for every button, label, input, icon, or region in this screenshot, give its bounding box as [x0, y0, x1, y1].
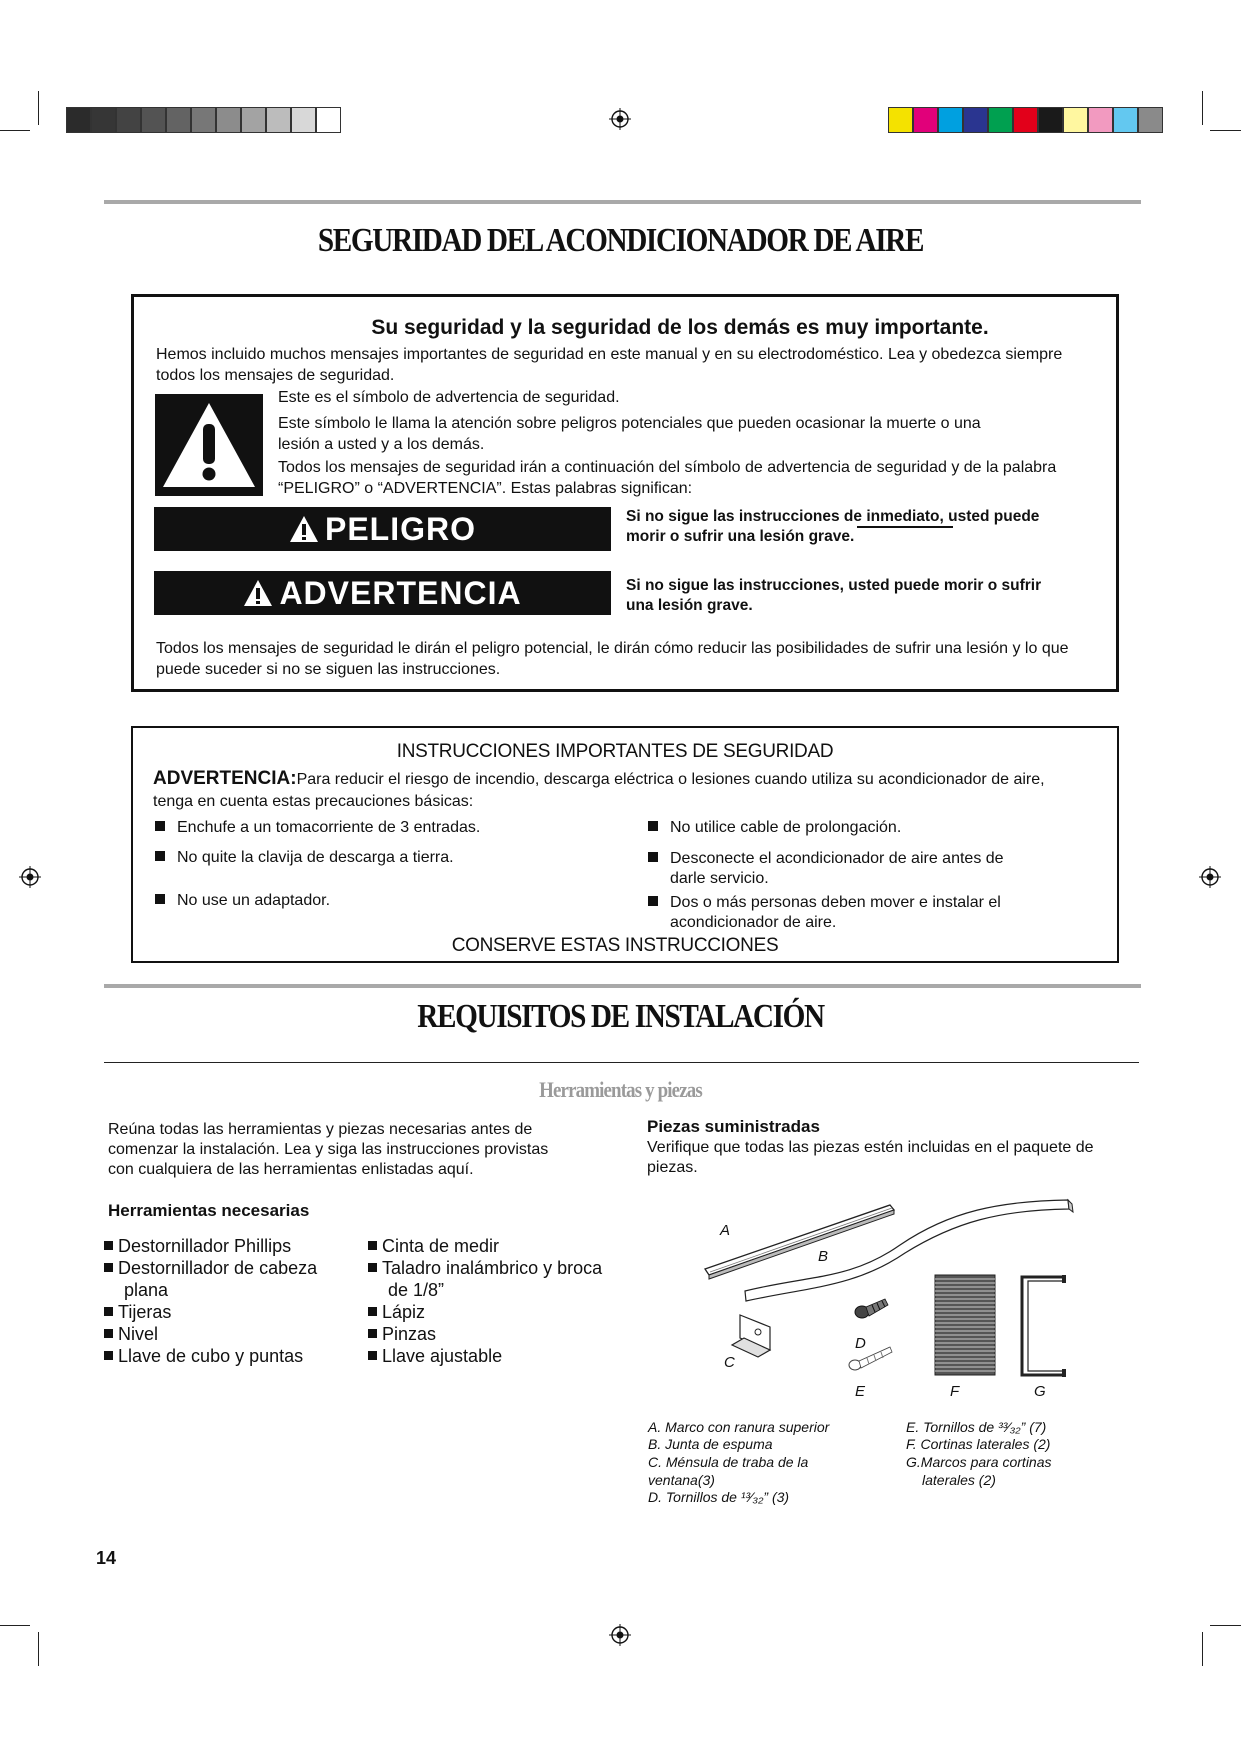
underline [857, 526, 953, 528]
part-caption: C. Ménsula de traba de la [648, 1454, 809, 1470]
part-label: G [1034, 1383, 1046, 1400]
safety-heading: Su seguridad y la seguridad de los demás es muy importante. [371, 316, 989, 339]
parts-illustration [700, 1195, 1090, 1385]
warning-triangle-icon [243, 579, 273, 607]
part-b-foam-seal [745, 1200, 1073, 1301]
color-swatch [1138, 107, 1163, 133]
precaution-item-cont: darle servicio. [670, 870, 769, 887]
color-swatch [888, 107, 913, 133]
color-swatch [1088, 107, 1113, 133]
precaution-item: Desconecte el acondicionador de aire antes de [648, 848, 1004, 869]
part-caption: ventana(3) [648, 1472, 715, 1488]
part-c-bracket [732, 1315, 770, 1357]
tool-item: Lápiz [368, 1301, 425, 1323]
precaution-item: No utilice cable de prolongación. [648, 817, 901, 838]
color-swatch [316, 107, 341, 133]
part-d-screw [855, 1299, 888, 1318]
precaution-item: No use un adaptador. [155, 890, 330, 911]
part-g-curtain-frame [1022, 1275, 1066, 1377]
safety-footer: puede suceder si no se siguen las instrucciones. [156, 661, 501, 678]
warning-word: ADVERTENCIA: [153, 768, 297, 789]
parts-intro: piezas. [647, 1159, 698, 1176]
crop-mark [1210, 1625, 1241, 1626]
color-swatch [938, 107, 963, 133]
symbol-text: lesión a usted y a los demás. [278, 436, 485, 453]
part-caption: F. Cortinas laterales (2) [906, 1436, 1051, 1452]
part-label: D [855, 1335, 866, 1352]
page-number: 14 [96, 1548, 117, 1568]
part-caption: laterales (2) [922, 1472, 996, 1488]
color-swatch [1063, 107, 1088, 133]
section-divider [104, 984, 1141, 988]
part-label: E [855, 1383, 866, 1400]
tool-item-cont: plana [124, 1280, 169, 1300]
tool-item: Taladro inalámbrico y broca [368, 1257, 602, 1279]
safety-intro: Hemos incluido muchos mensajes importantes de seguridad en este manual y en su electrodoméstico. Lea y obedezca siempre [156, 346, 1063, 363]
danger-label: PELIGRO [324, 510, 476, 547]
warning-text: Para reducir el riesgo de incendio, descarga eléctrica o lesiones cuando utiliza su acondicionador de aire, [296, 771, 1045, 788]
danger-text: morir o sufrir una lesión grave. [626, 528, 855, 545]
section-divider [104, 1062, 1139, 1063]
warning-text: una lesión grave. [626, 597, 753, 614]
safety-intro: todos los mensajes de seguridad. [156, 367, 395, 384]
crop-mark [1202, 91, 1203, 125]
color-swatch [166, 107, 191, 133]
instructions-box [131, 726, 1119, 963]
color-swatch [141, 107, 166, 133]
instructions-heading: INSTRUCCIONES IMPORTANTES DE SEGURIDAD [396, 741, 834, 762]
part-caption: E. Tornillos de ³³⁄₃₂” (7) [906, 1419, 1047, 1435]
registration-mark-icon [609, 1624, 631, 1646]
part-label: C [724, 1354, 735, 1371]
conserve-footer: CONSERVE ESTAS INSTRUCCIONES [451, 935, 779, 956]
warning-banner [154, 571, 611, 615]
registration-mark-icon [609, 108, 631, 130]
crop-mark [0, 1625, 30, 1626]
crop-mark [38, 91, 39, 125]
part-label: B [818, 1248, 829, 1265]
tool-item: Destornillador de cabeza [104, 1257, 317, 1279]
safety-box [131, 294, 1119, 692]
color-swatch [1013, 107, 1038, 133]
danger-banner [154, 507, 611, 551]
symbol-text: Este símbolo le llama la atención sobre peligros potenciales que pueden ocasionar la muerte o una [278, 415, 981, 432]
section-divider [104, 200, 1141, 204]
precaution-item: No quite la clavija de descarga a tierra. [155, 847, 454, 868]
warning-text: Si no sigue las instrucciones, usted puede morir o sufrir [626, 577, 1042, 594]
color-swatch [988, 107, 1013, 133]
tools-intro: comenzar la instalación. Lea y siga las instrucciones provistas [108, 1141, 549, 1158]
color-swatch [116, 107, 141, 133]
part-caption: B. Junta de espuma [648, 1436, 773, 1452]
part-f-curtain [935, 1275, 995, 1375]
tool-item: Cinta de medir [368, 1235, 499, 1257]
tool-item: Pinzas [368, 1323, 436, 1345]
color-swatch [913, 107, 938, 133]
instructions-warning: tenga en cuenta estas precauciones básicas: [153, 793, 474, 810]
tool-item: Llave de cubo y puntas [104, 1345, 303, 1367]
tool-item-cont: de 1/8” [388, 1280, 445, 1300]
color-swatch [216, 107, 241, 133]
tools-heading: Herramientas necesarias [108, 1201, 310, 1220]
tool-item: Destornillador Phillips [104, 1235, 291, 1257]
tool-item: Nivel [104, 1323, 158, 1345]
registration-mark-icon [1199, 866, 1221, 888]
color-swatch [191, 107, 216, 133]
crop-mark [0, 130, 30, 131]
part-label: A [720, 1222, 731, 1239]
symbol-text: “PELIGRO” o “ADVERTENCIA”. Estas palabras significan: [278, 480, 693, 497]
part-caption: D. Tornillos de ¹³⁄₃₂” (3) [648, 1489, 790, 1505]
part-caption: A. Marco con ranura superior [648, 1419, 830, 1435]
tool-item: Tijeras [104, 1301, 171, 1323]
tool-item: Llave ajustable [368, 1345, 502, 1367]
warning-label: ADVERTENCIA [279, 574, 522, 611]
danger-text: Si no sigue las instrucciones de inmediato, usted puede [626, 508, 1040, 525]
crop-mark [1210, 130, 1241, 131]
part-label: F [950, 1383, 960, 1400]
tools-intro: con cualquiera de las herramientas enlistadas aquí. [108, 1161, 474, 1178]
section-title: SEGURIDAD DEL ACONDICIONADOR DE AIRE [317, 222, 924, 259]
safety-footer: Todos los mensajes de seguridad le dirán el peligro potencial, le dirán cómo reducir las posibilidades de sufrir una lesión y lo que [156, 640, 1069, 657]
precaution-item: Enchufe a un tomacorriente de 3 entradas. [155, 817, 480, 838]
parts-heading: Piezas suministradas [647, 1117, 820, 1136]
registration-mark-icon [19, 866, 41, 888]
section-title: REQUISITOS DE INSTALACIÓN [417, 998, 824, 1035]
safety-alert-icon [155, 394, 263, 496]
grayscale-color-bar [66, 107, 341, 133]
color-swatch [241, 107, 266, 133]
color-swatch [1113, 107, 1138, 133]
cmyk-color-bar [888, 107, 1163, 133]
color-swatch [1038, 107, 1063, 133]
parts-intro: Verifique que todas las piezas estén incluidas en el paquete de [647, 1139, 1094, 1156]
symbol-text: Este es el símbolo de advertencia de seguridad. [278, 389, 620, 406]
tools-intro: Reúna todas las herramientas y piezas necesarias antes de [108, 1121, 533, 1138]
subsection-title: Herramientas y piezas [539, 1077, 702, 1102]
color-swatch [66, 107, 91, 133]
color-swatch [266, 107, 291, 133]
crop-mark [1202, 1632, 1203, 1666]
instructions-warning [153, 768, 1045, 790]
color-swatch [91, 107, 116, 133]
part-caption: G.Marcos para cortinas [906, 1454, 1052, 1470]
precaution-item-cont: acondicionador de aire. [670, 914, 837, 931]
crop-mark [38, 1632, 39, 1666]
color-swatch [963, 107, 988, 133]
color-swatch [291, 107, 316, 133]
precaution-item: Dos o más personas deben mover e instalar el [648, 892, 1001, 913]
warning-triangle-icon [289, 515, 319, 543]
symbol-text: Todos los mensajes de seguridad irán a continuación del símbolo de advertencia de seguridad y de la palabra [278, 459, 1057, 476]
